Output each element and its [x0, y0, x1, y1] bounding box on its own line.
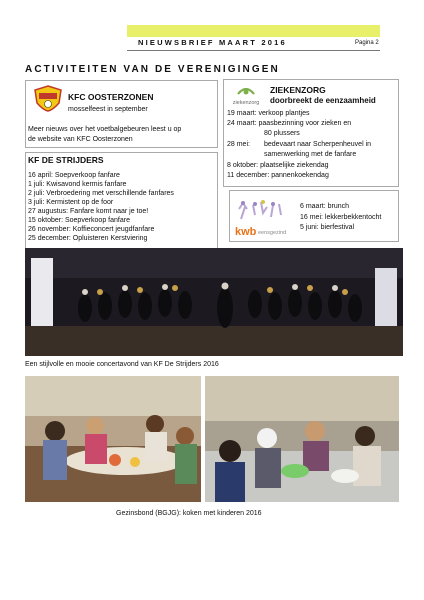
kfc-body-line-2: de website van KFC Oosterzonen [28, 136, 133, 143]
ziekenzorg-line: 28 mei: [227, 141, 250, 148]
page-number: Pagina 2 [355, 40, 379, 46]
kf-title: KF DE STRIJDERS [28, 155, 104, 165]
kwb-logo-text: kwb [235, 226, 257, 238]
kf-item: 27 augustus: Fanfare komt naar je toe! [28, 208, 149, 215]
kf-item: 25 december: Opluisteren Kerstviering [28, 235, 148, 242]
ziekenzorg-logo-text: ziekenzorg [232, 100, 260, 106]
kf-item: 26 november: Koffieconcert jeugdfanfare [28, 226, 155, 233]
kf-item: 2 juli: Verbroedering met verschillende fanfares [28, 190, 174, 197]
kwb-logo-subtext: eensgezind [258, 230, 287, 236]
kf-item: 3 juli: Kermistent op de foor [28, 199, 114, 206]
kf-item: 16 april: Soepverkoop fanfare [28, 172, 120, 179]
kfc-title: KFC OOSTERZONEN [68, 92, 154, 102]
ziekenzorg-line: 19 maart: verkoop plantjes [227, 110, 310, 117]
cooking-photo-right [205, 376, 399, 502]
ziekenzorg-line: 24 maart: paasbezinning voor zieken en [227, 120, 352, 127]
ziekenzorg-line: 8 oktober: plaatselijke ziekendag [227, 162, 329, 169]
ziekenzorg-line: 11 december: pannenkoekendag [227, 172, 329, 179]
kwb-item: 16 mei: lekkerbekkentocht [300, 214, 382, 221]
kwb-eensgezind-logo [233, 199, 293, 239]
section-title: ACTIVITEITEN VAN DE VERENIGINGEN [25, 64, 280, 75]
header-divider [127, 50, 380, 51]
ziekenzorg-line: 80 plussers [264, 130, 300, 137]
concert-photo [25, 248, 403, 356]
ziekenzorg-title: ZIEKENZORG [270, 85, 326, 95]
kwb-item: 6 maart: brunch [300, 203, 350, 210]
kfc-subtitle: mosselfeest in september [68, 106, 148, 113]
kfc-oosterzonen-logo [33, 85, 63, 112]
kwb-item: 5 juni: bierfestival [300, 224, 355, 231]
kf-item: 15 oktober: Soepverkoop fanfare [28, 217, 130, 224]
kfc-body-line-1: Meer nieuws over het voetbalgebeuren leest u op [28, 126, 182, 133]
ziekenzorg-logo [228, 84, 264, 108]
cooking-caption: Gezinsbond (BGJG): koken met kinderen 2016 [116, 510, 262, 517]
ziekenzorg-subtitle: doorbreekt de eenzaamheid [270, 96, 376, 105]
cooking-photo-left [25, 376, 201, 502]
kf-item: 1 juli: Kwisavond kermis fanfare [28, 181, 127, 188]
concert-caption: Een stijlvolle en mooie concertavond van KF De Strijders 2016 [25, 361, 219, 368]
newsletter-title: NIEUWSBRIEF MAART 2016 [138, 38, 287, 47]
ziekenzorg-line: samenwerking met de fanfare [264, 151, 357, 158]
header-accent-bar [127, 25, 380, 37]
ziekenzorg-line: bedevaart naar Scherpenheuvel in [264, 141, 372, 148]
